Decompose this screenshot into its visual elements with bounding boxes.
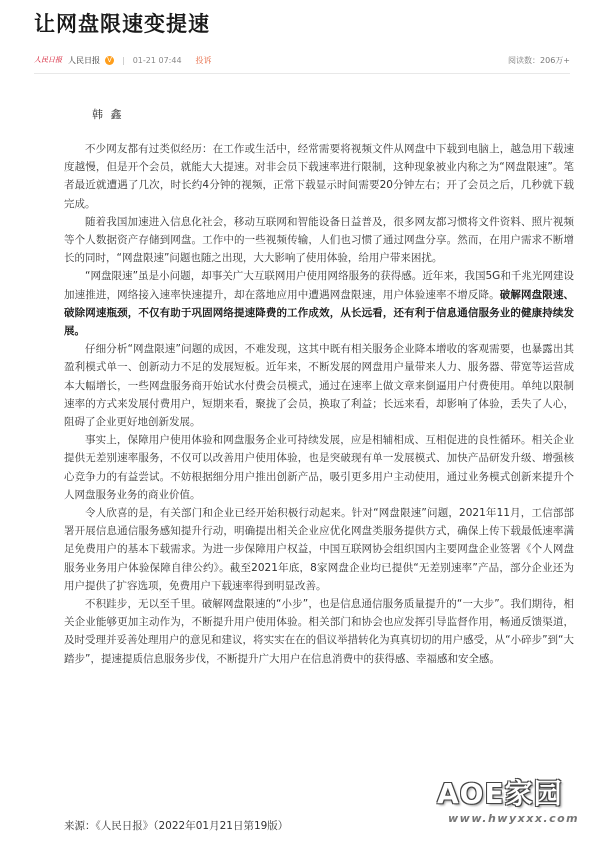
paragraph-4: 仔细分析“网盘限速”问题的成因，不难发现，这其中既有相关服务企业降本增收的客观需要，也暴露出其盈利模式单一、创新动力不足的发展短板。近年来，不断发展的网盘用户量带来人力、服务器、带宽等运营成本大幅增长，一些网盘服务商开始试水付费会员模式，通过在速率上做文章来倒逼用户付费使用。单纯以限制速率的方式来发展付费用户，短期来看，聚拢了会员，换取了利益；长远来看，却影响了体验，丢失了人心，阻碍了企业更好地创新发展。 <box>64 343 574 429</box>
paragraph-7: 不积跬步，无以至千里。破解网盘限速的“小步”，也是信息通信服务质量提升的“一大步”。我们期待，相关企业能够更加主动作为，不断提升用户使用体验。相关部门和协会也应发挥引导监督作用，畅通反馈渠道，及时受理并妥善处理用户的意见和建议，将实实在在的倡议举措转化为真真切切的用户感受，从“小碎步”到“大踏步”，提速提质信息服务步伐，不断提升广大用户在信息消费中的获得感、幸福感和安全感。 <box>64 598 574 665</box>
source-name-link[interactable]: 人民日报 <box>68 55 100 65</box>
meta-separator: | <box>122 55 125 65</box>
watermark-logo: AOE家园 <box>437 777 563 810</box>
report-link[interactable]: 投诉 <box>195 55 212 65</box>
article-author: 韩 鑫 <box>92 108 124 121</box>
paragraph-2: 随着我国加速进入信息化社会，移动互联网和智能设备日益普及，很多网友都习惯将文件资料、照片视频等个人数据资产存储到网盘。工作中的一些视频传输，人们也习惯了通过网盘分享。然而，在用户需求不断增长的同时，“网盘限速”问题也随之出现，大大影响了使用体验，给用户带来困扰。 <box>64 215 574 265</box>
verified-badge-icon: V <box>105 56 114 65</box>
paragraph-3-text: “网盘限速”虽是小问题，却事关广大互联网用户使用网络服务的获得感。近年来，我国5G和千兆光网建设加速推进，网络接入速率快速提升，却在落地应用中遭遇网盘限速，用户体验速率不增反降。 <box>64 270 574 301</box>
article-title: 让网盘限速变提速 <box>34 12 210 36</box>
paragraph-1: 不少网友都有过类似经历：在工作或生活中，经常需要将视频文件从网盘中下载到电脑上，越急用下载速度越慢，但是开个会员，就能大大提速。对非会员下载速率进行限制，这种现象被业内称之为“网盘限速”。笔者最近就遭遇了几次，时长约4分钟的视频，正常下载显示时间需要20分钟左右；开了会员之后，几秒就下载完成。 <box>64 143 574 210</box>
watermark-url: www.hwyxxx.com <box>448 812 580 825</box>
paragraph-3 <box>64 267 574 340</box>
article-meta-bar <box>34 50 570 70</box>
paragraph-6: 令人欣喜的是，有关部门和企业已经开始积极行动起来。针对“网盘限速”问题，2021年11月，工信部部署开展信息通信服务感知提升行动，明确提出相关企业应优化网盘类服务提供方式，确保上传下载最低速率满足免费用户的基本下载需求。为进一步保障用户权益，中国互联网协会组织国内主要网盘企业签署《个人网盘服务业务用户体验保障自律公约》。截至2021年底，8家网盘企业均已提供“无差别速率”产品，部分企业还为用户提供了扩容选项，免费用户下载速率得到明显改善。 <box>64 507 574 592</box>
paragraph-5: 事实上，保障用户使用体验和网盘服务企业可持续发展，应是相辅相成、互相促进的良性循环。相关企业提供无差别速率服务，不仅可以改善用户使用体验，也是突破现有单一发展模式、加快产品研发升级、增强核心竞争力的有益尝试。不妨根据细分用户推出创新产品，吸引更多用户主动使用，通过业务模式创新来提升个人网盘服务业务的商业价值。 <box>64 434 574 501</box>
publish-time: 01-21 07:44 <box>132 55 182 65</box>
source-logo[interactable]: 人民日报 <box>34 56 62 64</box>
header-divider <box>34 73 570 74</box>
article-body <box>64 140 574 668</box>
source-line: 来源：《人民日报》（2022年01月21日第19版） <box>64 820 289 832</box>
paragraph-3-bold: 破解网盘限速、破除网速瓶颈，不仅有助于巩固网络提速降费的工作成效，从长远看，还有利于信息通信服务业的健康持续发展。 <box>64 288 575 338</box>
read-count: 阅读数：206万+ <box>508 55 570 65</box>
